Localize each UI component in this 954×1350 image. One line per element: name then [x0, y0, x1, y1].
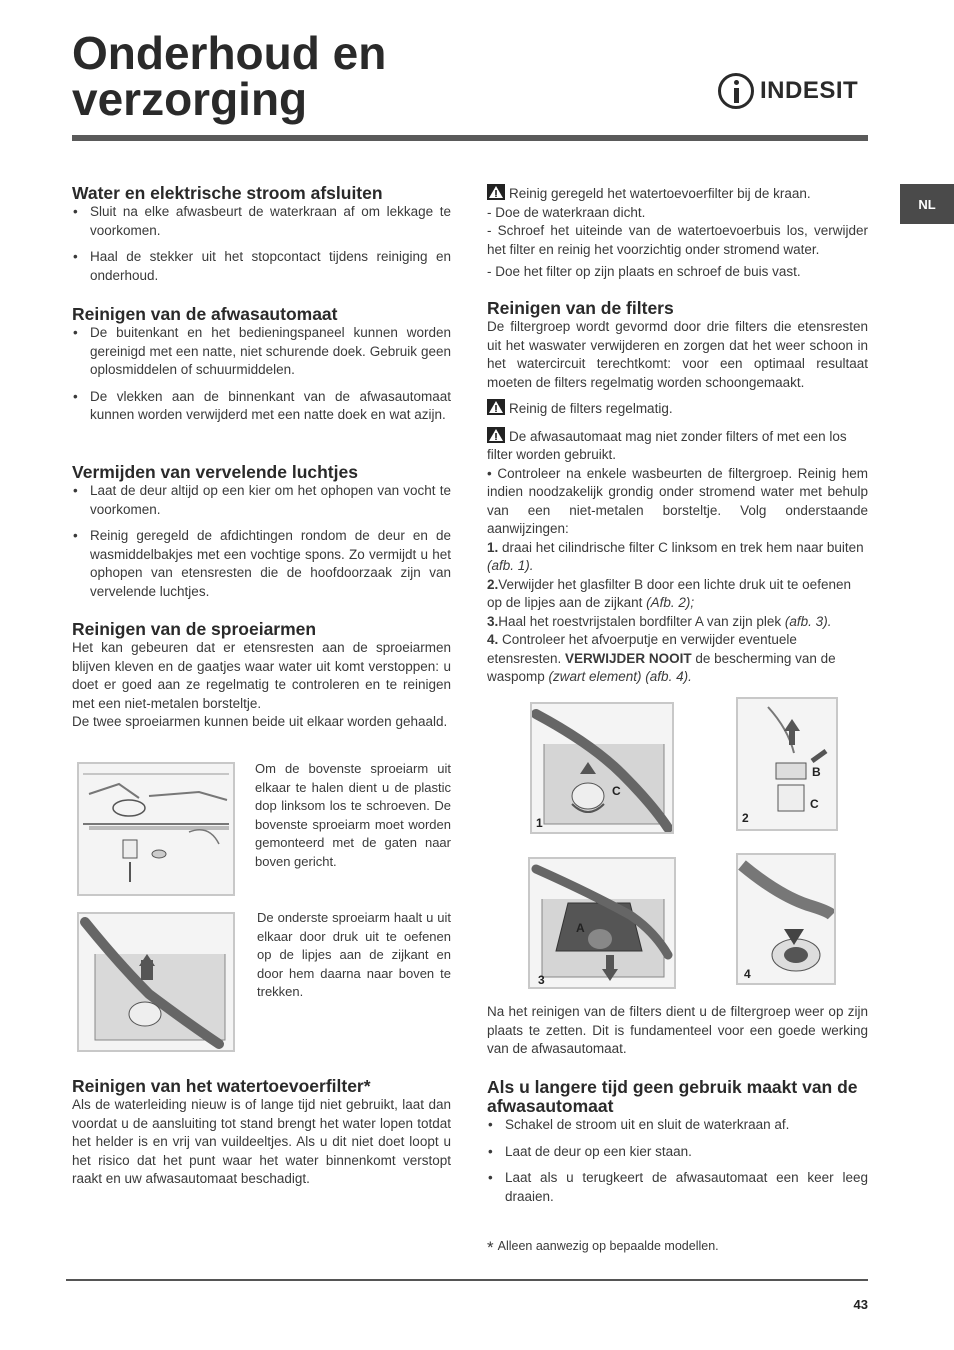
section-filters	[487, 299, 868, 687]
step-ref: (afb. 3).	[784, 613, 832, 629]
instruction-line: - Doe de waterkraan dicht.	[487, 204, 646, 220]
paragraph: De twee sproeiarmen kunnen beide uit elkaar worden gehaald.	[72, 714, 448, 729]
language-tab: NL	[900, 184, 954, 224]
figure-label: C	[612, 784, 621, 798]
upper-spray-arm-caption	[255, 760, 451, 872]
section-heading: Vermijden van vervelende luchtjes	[72, 462, 358, 482]
section-inlet-filter	[72, 1077, 451, 1189]
filter-4-drawing	[738, 855, 834, 983]
warning-text: Reinig de filters regelmatig.	[509, 401, 673, 416]
lower-spray-arm-drawing	[79, 914, 233, 1050]
figure-number: 1	[536, 816, 543, 830]
header-divider	[72, 135, 868, 141]
lower-spray-arm-illustration	[77, 912, 235, 1052]
step-text: Verwijder het glasfilter B door een lichte druk uit te oefenen op de lipjes aan de zijkant	[487, 576, 851, 610]
section-long-absence	[487, 1078, 868, 1206]
footnote-text: Alleen aanwezig op bepaalde modellen.	[497, 1239, 719, 1253]
paragraph: De filtergroep wordt gevormd door drie filters die etensresten uit het waswater verwijderen en zorgen dat het weer schoon in het watercircuit terechtkomt: voor een optimaal resultaat moeten de filters regelmatig worden schoongemaakt.	[487, 319, 868, 390]
figure-label: B	[812, 765, 821, 779]
step-ref: (afb. 1).	[487, 558, 534, 573]
brand-logo	[718, 70, 868, 112]
lower-spray-arm-caption	[257, 909, 451, 1002]
figure-number: 4	[744, 967, 751, 981]
filters-reassemble-note	[487, 1003, 868, 1059]
section-heading: Water en elektrische stroom afsluiten	[72, 183, 383, 203]
paragraph: Het kan gebeuren dat er etensresten aan de sproeiarmen blijven kleven en de gaatjes waar water uit komt verstoppen: u doet er goed aan ze regelmatig te controleren en te reinigen met een niet-metalen borsteltje.	[72, 640, 451, 711]
warning-text: Reinig geregeld het watertoevoerfilter bij de kraan.	[509, 186, 811, 201]
step-number: 4.	[487, 632, 499, 647]
list-item: • Haal de stekker uit het stopcontact tijdens reiniging en onderhoud.	[72, 248, 451, 285]
paragraph: • Controleer na enkele wasbeurten de filtergroep. Reinig hem indien noodzakelijk grondig onder stromend water met behulp van een niet-metalen borsteltje. Volg onderstaande aanwijzingen:	[487, 465, 868, 536]
filter-figure-4	[736, 853, 836, 985]
step-1	[487, 539, 868, 576]
upper-spray-arm-illustration	[77, 762, 235, 896]
footnote	[487, 1238, 719, 1258]
warning-icon	[487, 427, 505, 443]
section-heading: Reinigen van de afwasautomaat	[72, 304, 338, 324]
list-item: • Laat de deur altijd op een kier om het ophopen van vocht te voorkomen.	[72, 482, 451, 519]
filter-2-drawing	[738, 699, 836, 829]
paragraph: Als de waterleiding nieuw is of lange tijd niet gebruikt, laat dan voordat u de aansluiting tot stand brengt het water lopen totdat het helder is en vrij van vuildeeltjes. Als u dit niet doet loopt u het risico dat het punt waar het water binnenkomt verstopt raakt en uw afwasautomaat beschadigt.	[72, 1097, 451, 1186]
warning-icon	[487, 184, 505, 200]
list-item: • Reinig geregeld de afdichtingen rondom de deur en de wasmiddelbakjes met een vochtige spons. Zo vermijdt u het ophopen van etensresten die de hoofdoorzaak zijn van vervelende luchtjes.	[72, 527, 451, 601]
filter-figure-2	[736, 697, 838, 831]
filter-1-drawing	[532, 704, 672, 832]
step-text: Controleer het afvoerputje en verwijder eventuele etensresten.	[487, 632, 797, 666]
step-number: 1.	[487, 539, 499, 555]
list-item: • Sluit na elke afwasbeurt de waterkraan af om lekkage te voorkomen.	[72, 203, 451, 240]
list-item: • De buitenkant en het bedieningspaneel kunnen worden gereinigd met een natte, niet schurende doek. Gebruik geen oplosmiddelen of schuurmiddelen.	[72, 324, 451, 380]
section-heading: Reinigen van het watertoevoerfilter*	[72, 1076, 371, 1096]
section-heading: Reinigen van de sproeiarmen	[72, 619, 317, 639]
warning-icon	[487, 399, 505, 415]
page-number: 43	[853, 1297, 868, 1312]
list-item: • Schakel de stroom uit en sluit de waterkraan af.	[487, 1116, 868, 1135]
upper-spray-arm-drawing	[79, 764, 233, 894]
instruction-line: - Schroef het uiteinde van de watertoevoerbuis los, verwijder het filter en reinig het voorzichtig onder stromend water.	[487, 223, 868, 257]
warning-text: De afwasautomaat mag niet zonder filters of met een los filter worden gebruikt.	[487, 428, 847, 462]
step-text: draai het cilindrische filter C linksom en trek hem naar buiten	[498, 539, 864, 555]
caption: Om de bovenste sproeiarm uit elkaar te halen dient u de plastic dop linksom los te schroeven. De bovenste sproeiarm moet worden gemonteerd met de gaten naar boven gericht.	[255, 761, 451, 869]
step-text: Haal het roestvrijstalen bordfilter A van zijn plek	[498, 613, 785, 629]
indesit-logo-icon	[718, 73, 754, 109]
instruction-line: - Doe het filter op zijn plaats en schroef de buis vast.	[487, 264, 801, 279]
section-inlet-filter-warning	[487, 184, 868, 282]
filter-figure-1	[530, 702, 674, 834]
paragraph: Na het reinigen van de filters dient u de filtergroep weer op zijn plaats te zetten. Dit is fundamenteel voor een goede werking van de afwasautomaat.	[487, 1004, 868, 1056]
filter-figure-3	[528, 857, 676, 989]
figure-number: 3	[538, 973, 545, 987]
list-item: • Laat als u terugkeert de afwasautomaat een keer leeg draaien.	[487, 1169, 868, 1206]
figure-label: A	[576, 921, 585, 935]
step-text: de bescherming van de waspomp	[487, 650, 836, 684]
section-spray-arms	[72, 620, 451, 732]
step-ref: (Afb. 2);	[646, 595, 695, 610]
filter-3-drawing	[530, 859, 674, 987]
section-cleaning-dishwasher	[72, 305, 451, 425]
step-2	[487, 576, 868, 613]
figure-number: 2	[742, 811, 749, 825]
footer-divider	[66, 1279, 868, 1281]
step-number: 2.	[487, 576, 499, 592]
list-item: • De vlekken aan de binnenkant van de afwasautomaat kunnen worden verwijderd met een natte doek en wat azijn.	[72, 388, 451, 425]
page-title: Onderhoud en verzorging	[72, 27, 387, 125]
section-water-power	[72, 184, 451, 285]
step-4	[487, 631, 868, 687]
list-item: • Laat de deur op een kier staan.	[487, 1143, 868, 1162]
section-odours	[72, 463, 451, 601]
caption: De onderste sproeiarm haalt u uit elkaar door druk uit te oefenen op de lipjes aan de zijkant en door hem daarna naar boven te trekken.	[257, 910, 451, 1000]
figure-label: C	[810, 797, 819, 811]
step-emphasis: VERWIJDER NOOIT	[565, 650, 692, 666]
footnote-marker: *	[487, 1238, 494, 1257]
step-ref: (zwart element) (afb. 4).	[548, 669, 692, 684]
brand-name: INDESIT	[760, 77, 859, 104]
step-3	[487, 613, 868, 632]
step-number: 3.	[487, 613, 499, 629]
section-heading: Reinigen van de filters	[487, 298, 674, 318]
section-heading: Als u langere tijd geen gebruik maakt van de afwasautomaat	[487, 1077, 858, 1116]
